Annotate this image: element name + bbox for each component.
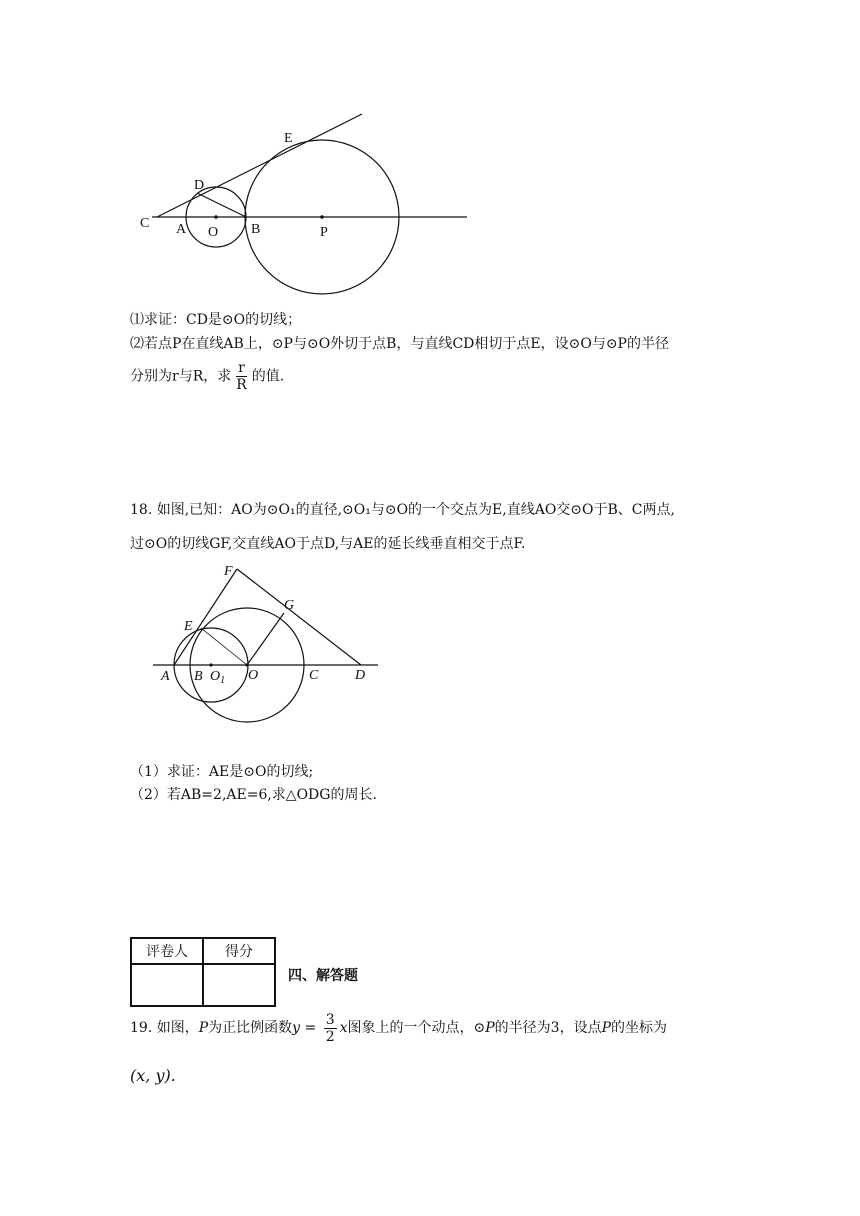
label-b: B — [194, 669, 203, 684]
reviewer-cell — [131, 964, 203, 1006]
label-e: E — [284, 131, 293, 146]
q18-line2: 过⊙O的切线GF,交直线AO于点D,与AE的延长线垂直相交于点F. — [130, 536, 526, 552]
label-b: B — [251, 222, 261, 237]
frac-numerator: r — [238, 360, 245, 376]
line-cd — [157, 114, 362, 217]
point-p — [320, 215, 324, 219]
label-o: O — [248, 668, 259, 683]
label-o: O — [208, 225, 219, 240]
score-cell — [203, 964, 275, 1006]
q19-mid4: ，设点 — [559, 1020, 602, 1036]
point-o — [245, 663, 248, 666]
segment-eo — [201, 628, 247, 665]
line-af — [174, 569, 237, 665]
section-title: 四、解答题 — [288, 968, 358, 984]
q19-mid2: 图象上的一个动点，⊙ — [347, 1020, 486, 1036]
var-p2: P — [485, 1020, 495, 1036]
q17-part3 — [130, 360, 284, 393]
figure-tangent-circles — [0, 0, 860, 310]
label-d: D — [355, 668, 366, 683]
eq-x: x — [339, 1020, 348, 1036]
label-a: A — [176, 222, 187, 237]
score-header: 得分 — [203, 938, 275, 964]
label-c: C — [140, 216, 150, 231]
label-f: F — [224, 564, 233, 579]
q17-part3-before: 分别为r与R，求 — [130, 368, 232, 385]
q18-line1: 18. 如图,已知：AO为⊙O₁的直径,⊙O₁与⊙O的一个交点为E,直线AO交⊙O于B、C两点, — [130, 502, 675, 518]
q19-line1 — [130, 1010, 667, 1046]
q19-mid1: 为正比例函数 — [208, 1020, 293, 1036]
label-d: D — [194, 178, 205, 193]
label-g: G — [284, 598, 295, 613]
q17-part2: ⑵若点P在直线AB上，⊙P与⊙O外切于点B，与直线CD相切于点E，设⊙O与⊙P的半径 — [130, 336, 669, 352]
q17-part1: ⑴求证：CD是⊙O的切线； — [130, 312, 302, 328]
frac-denominator: R — [236, 377, 247, 393]
var-p3: P — [601, 1020, 612, 1036]
q18-part2: （2）若AB=2,AE=6,求△ODG的周长. — [130, 787, 377, 803]
eq-lhs: y = — [292, 1020, 321, 1036]
point-o — [214, 215, 218, 219]
q19-before: 19. 如图， — [130, 1020, 199, 1036]
frac-denominator: 2 — [325, 1028, 335, 1045]
var-p: P — [198, 1020, 209, 1036]
q17-part3-after: 的值. — [251, 368, 285, 385]
score-table — [130, 937, 276, 1007]
label-c: C — [309, 668, 319, 683]
label-p: P — [320, 225, 328, 240]
label-e: E — [184, 619, 193, 634]
fraction-r-over-r — [234, 360, 249, 393]
radius-value: 3 — [550, 1020, 560, 1036]
reviewer-header: 评卷人 — [131, 938, 203, 964]
point-o1 — [209, 663, 212, 666]
label-a: A — [161, 669, 170, 684]
fraction-3-over-2 — [324, 1012, 337, 1045]
label-o1: $O_1$ — [210, 669, 226, 686]
figure-circles-tangent-gf — [0, 555, 860, 755]
line-fd — [237, 569, 361, 665]
segment-og — [247, 613, 284, 665]
q19-coordinate: (x, y). — [130, 1066, 176, 1085]
frac-numerator: 3 — [325, 1011, 335, 1028]
q19-mid3: 的半径为 — [494, 1020, 551, 1036]
q18-part1: （1）求证：AE是⊙O的切线; — [130, 764, 314, 780]
q19-mid5: 的坐标为 — [611, 1020, 668, 1036]
